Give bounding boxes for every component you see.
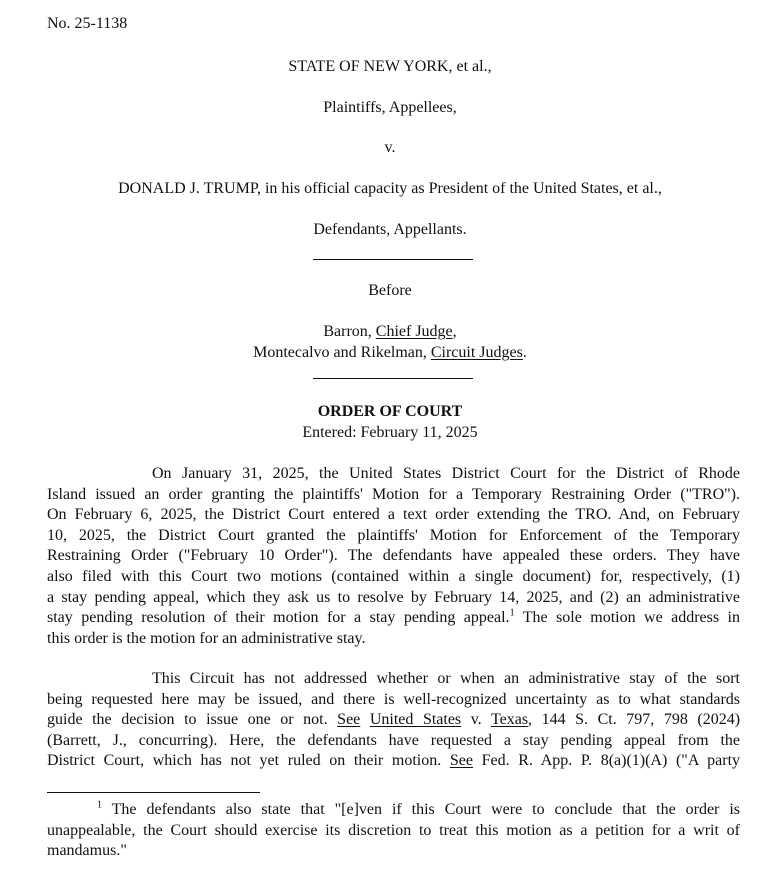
- text-segment: The defendants also state that "[e]ven if this Court were to conclude that the order is: [102, 801, 740, 818]
- text-segment: stay pending resolution of their motion for a stay pending appeal.: [47, 609, 510, 627]
- order-title: ORDER OF COURT: [317, 403, 463, 420]
- caption-defendant: DONALD J. TRUMP, in his official capacity as President of the United States, et al.,: [118, 180, 662, 197]
- chief-judge-title: Chief Judge: [375, 323, 453, 340]
- before-label: Before: [368, 282, 412, 299]
- text-segment: Fed. R. App. P. 8(a)(1)(A) ("A party: [472, 752, 741, 770]
- paragraph-line: Restraining Order ("February 10 Order"). The defendants have appealed these orders. They have: [47, 547, 740, 565]
- order-paragraph-2: [47, 669, 740, 772]
- paragraph-line: a stay pending appeal, which they ask us to resolve by February 14, 2025, and (2) an administrative: [47, 588, 740, 606]
- paragraph-line: [47, 608, 740, 629]
- text-segment: District Court, which has not yet ruled on their motion.: [47, 752, 450, 770]
- caption-defendant-role: Defendants, Appellants.: [313, 221, 467, 238]
- case-name-party: Texas: [490, 711, 529, 729]
- paragraph-line: 10, 2025, the District Court granted the plaintiffs' Motion for Enforcement of the Temporary: [47, 526, 740, 544]
- footnote-marker: 1: [97, 799, 102, 811]
- divider-line: [313, 378, 473, 379]
- footnote-line: unappealable, the Court should exercise its discretion to treat this motion as a petition for a writ of: [47, 821, 740, 839]
- footnote-line: mandamus.": [47, 842, 127, 860]
- footnote-reference[interactable]: 1: [509, 607, 515, 619]
- signal-see: See: [337, 711, 361, 729]
- text-segment: The sole motion we address in: [514, 609, 741, 627]
- footnote-separator: [47, 792, 260, 793]
- footnote-1: [47, 800, 740, 862]
- paragraph-line: (Barrett, J., concurring). Here, the defendants have requested a stay pending appeal from the: [47, 731, 740, 749]
- signal-see: See: [449, 752, 473, 770]
- text-segment: guide the decision to issue one or not.: [47, 711, 338, 729]
- paragraph-line: being requested here may be issued, and there is well-recognized uncertainty as to what standards: [47, 690, 740, 708]
- footnote-line: [47, 800, 740, 821]
- chief-judge-name: Barron,: [323, 323, 376, 340]
- paragraph-line: also filed with this Court two motions (contained within a single document) for, respectively, (1): [47, 567, 740, 585]
- paragraph-line: [47, 710, 740, 731]
- caption-versus: v.: [384, 139, 396, 156]
- panel-chief-judge: [0, 323, 780, 341]
- text-segment: [360, 711, 370, 728]
- panel-circuit-judges: [0, 344, 780, 362]
- punctuation: .: [522, 344, 527, 361]
- paragraph-line: On February 6, 2025, the District Court entered a text order extending the TRO. And, on February: [47, 506, 740, 524]
- caption-plaintiff-role: Plaintiffs, Appellees,: [323, 99, 457, 116]
- circuit-judges-title: Circuit Judges: [430, 344, 523, 361]
- paragraph-line: Island issued an order granting the plaintiffs' Motion for a Temporary Restraining Order ("TRO").: [47, 485, 740, 503]
- order-paragraph-1: [47, 464, 740, 649]
- caption-plaintiff: STATE OF NEW YORK, et al.,: [288, 58, 492, 75]
- text-segment: v.: [461, 711, 491, 729]
- paragraph-line: this order is the motion for an administrative stay.: [47, 629, 366, 647]
- circuit-judge-names: Montecalvo and Rikelman,: [253, 344, 431, 361]
- case-name-party: United States: [369, 711, 462, 729]
- docket-number: No. 25-1138: [47, 15, 128, 32]
- text-segment: , 144 S. Ct. 797, 798 (2024): [528, 711, 741, 729]
- paragraph-line: This Circuit has not addressed whether or when an administrative stay of the sort: [152, 670, 740, 687]
- paragraph-line: On January 31, 2025, the United States District Court for the District of Rhode: [152, 465, 740, 482]
- divider-line: [313, 259, 473, 260]
- entered-date: Entered: February 11, 2025: [302, 424, 478, 441]
- punctuation: ,: [452, 323, 457, 340]
- paragraph-line: [47, 751, 740, 772]
